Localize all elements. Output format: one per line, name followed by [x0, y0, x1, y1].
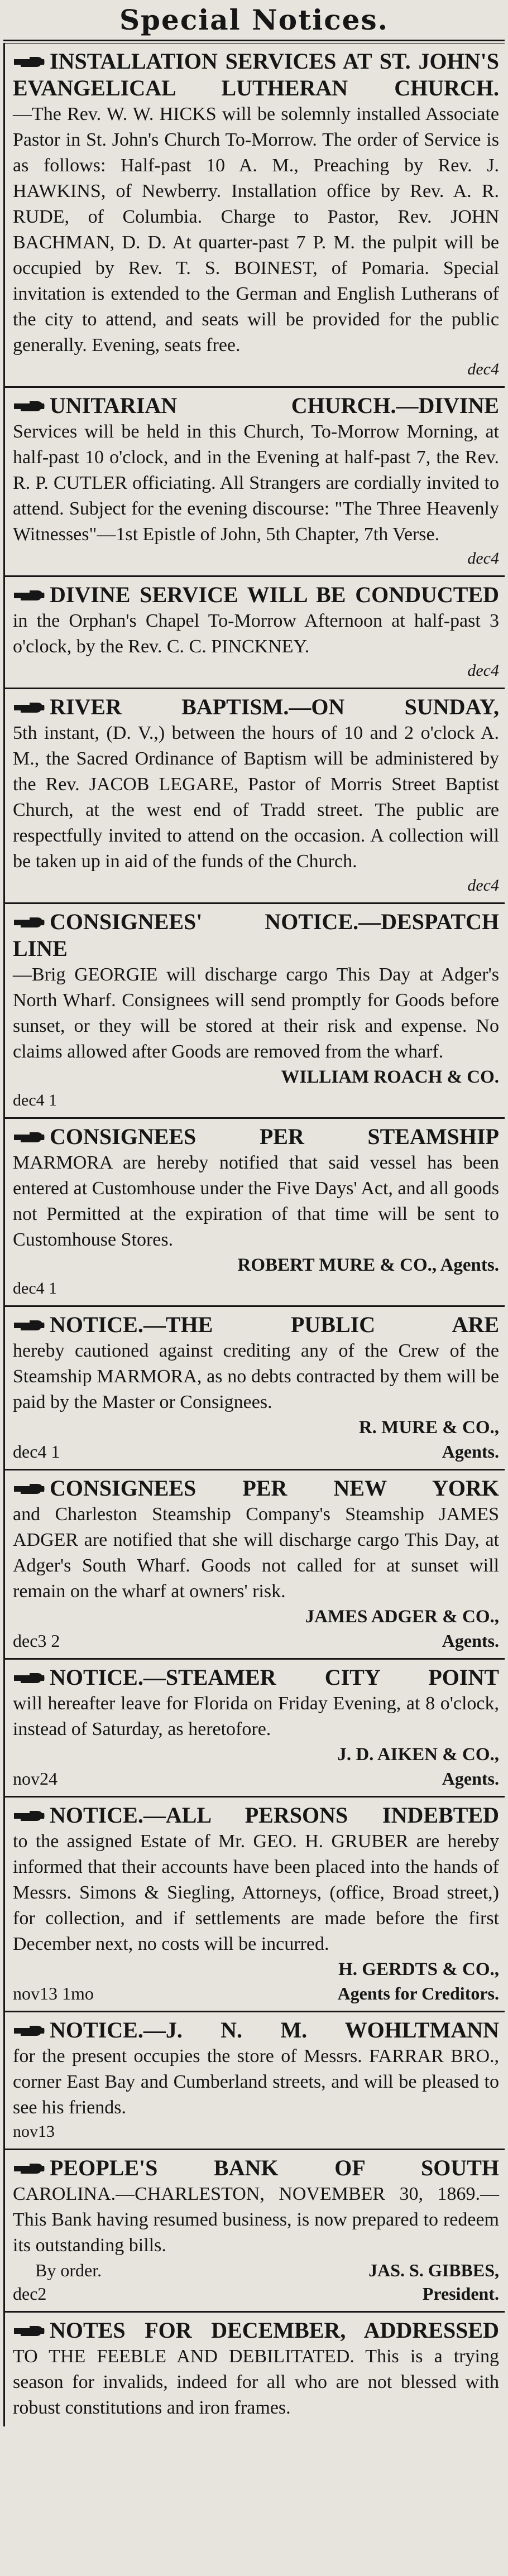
notice-notes-for-december	[3, 2313, 505, 2426]
notice-body: TO THE FEEBLE AND DEBILITATED. This is a trying season for invalids, indeed for all who are not blessed with robust constitutions and iron frames.	[13, 2346, 499, 2418]
notice-date: dec4	[467, 876, 499, 895]
notice-body: in the Orphan's Chapel To-Morrow Afternoon at half-past 3 o'clock, by the Rev. C. C. PINCKNEY.	[13, 611, 499, 657]
notice-wohltmann	[3, 2012, 505, 2150]
notice-heading: CONSIGNEES PER STEAMSHIP	[13, 1123, 499, 1150]
notice-signer-role: Agents.	[442, 1441, 499, 1462]
notice-heading: CONSIGNEES' NOTICE.—DESPATCH LINE	[13, 909, 499, 961]
notice-consignees-despatch-line	[3, 904, 505, 1119]
notice-signer-role: Agents.	[442, 1631, 499, 1651]
notice-heading: INSTALLATION SERVICES AT ST. JOHN'S EVANGELICAL LUTHERAN CHURCH.	[13, 49, 499, 100]
notice-date: dec4	[467, 661, 499, 680]
notice-signature: JAMES ADGER & CO.,	[305, 1607, 499, 1627]
notice-heading: PEOPLE'S BANK OF SOUTH	[13, 2155, 499, 2181]
pointing-hand-icon	[13, 588, 45, 603]
notice-heading: NOTES FOR DECEMBER, ADDRESSED	[13, 2317, 499, 2344]
pointing-hand-icon	[13, 1671, 45, 1685]
notice-body: Services will be held in this Church, To-Morrow Morning, at half-past 10 o'clock, and in the Evening at half-past 7, the Rev. R. P. CUTLER officiating. All Strangers are cordially invited to attend. Subject for the evening discourse: "The Three Heavenly Witnesses"—1st Epistle of John, 5th Chapter, 7th Verse.	[13, 421, 499, 545]
notice-body: MARMORA are hereby notified that said vessel has been entered at Customhouse under the Five Days' Act, and all goods not Permitted at the expiration of that time will be sent to Customhouse Stores.	[13, 1152, 499, 1250]
notice-river-baptism	[3, 689, 505, 904]
notice-signature: WILLIAM ROACH & CO.	[281, 1067, 499, 1087]
notice-date: dec4	[467, 360, 499, 378]
pointing-hand-icon	[13, 1318, 45, 1333]
notice-date: dec2	[13, 2284, 47, 2304]
pointing-hand-icon	[13, 700, 45, 715]
pointing-hand-icon	[13, 2324, 45, 2338]
notice-heading: NOTICE.—ALL PERSONS INDEBTED	[13, 1802, 499, 1829]
notice-body: —The Rev. W. W. HICKS will be solemnly installed Associate Pastor in St. John's Church To-Morrow. The order of Service is as follows: Half-past 10 A. M., Preaching by Rev. J. HAWKINS, of Newberry. Installation office by Rev. A. R. RUDE, of Columbia. Charge to Pastor, Rev. JOHN BACHMAN, D. D. At quarter-past 7 P. M. the pulpit will be occupied by Rev. T. S. BOINEST, of Pomaria. Special invitation is extended to the German and English Lutherans of the city to attend, and seats will be provided for the public generally. Evening, seats free.	[13, 104, 499, 355]
pointing-hand-icon	[13, 399, 45, 414]
notice-date: nov13	[13, 2122, 55, 2141]
notice-heading: NOTICE.—STEAMER CITY POINT	[13, 1664, 499, 1691]
notice-body: for the present occupies the store of Messrs. FARRAR BRO., corner East Bay and Cumberland streets, and will be pleased to see his friends.	[13, 2046, 499, 2118]
notice-signature: H. GERDTS & CO.,	[338, 1959, 499, 1979]
notice-date: dec3 2	[13, 1631, 60, 1651]
notice-footer-row	[13, 1629, 499, 1652]
notice-body: and Charleston Steamship Company's Steamship JAMES ADGER are notified that she will discharge cargo This Day, at Adger's South Wharf. Goods not called for at sunset will remain on the wharf at owners' risk.	[13, 1504, 499, 1602]
pointing-hand-icon	[13, 1130, 45, 1145]
notice-date: dec4 1	[13, 1091, 57, 1109]
masthead-rule	[3, 40, 505, 44]
notice-footer-row	[13, 1982, 499, 2005]
notice-steamer-city-point	[3, 1660, 505, 1798]
notice-heading: RIVER BAPTISM.—ON SUNDAY,	[13, 694, 499, 720]
notice-body: hereby cautioned against crediting any of the Crew of the Steamship MARMORA, as no debts contracted by them will be paid by the Master or Consignees.	[13, 1340, 499, 1412]
notice-all-persons-indebted	[3, 1798, 505, 2012]
section-masthead: Special Notices.	[119, 3, 389, 36]
notice-body: to the assigned Estate of Mr. GEO. H. GRUBER are hereby informed that their accounts have been placed into the hands of Messrs. Simons & Siegling, Attorneys, (office, Broad street,) for collection, and if settlements are made before the first December next, no costs will be incurred.	[13, 1831, 499, 1954]
notice-body: —Brig GEORGIE will discharge cargo This Day at Adger's North Wharf. Consignees will send promptly for Goods before sunset, or they will be stored at their risk and expense. No claims allowed after Goods are removed from the wharf.	[13, 964, 499, 1062]
notice-signature: J. D. AIKEN & CO.,	[337, 1744, 499, 1765]
notice-signature: R. MURE & CO.,	[358, 1417, 499, 1438]
notice-unitarian-church	[3, 388, 505, 577]
notice-body: will hereafter leave for Florida on Friday Evening, at 8 o'clock, instead of Saturday, as heretofore.	[13, 1693, 499, 1739]
notice-heading: NOTICE.—THE PUBLIC ARE	[13, 1311, 499, 1338]
notice-body: 5th instant, (D. V.,) between the hours of 10 and 2 o'clock A. M., the Sacred Ordinance of Baptism will be administered by the Rev. JACOB LEGARE, Pastor of Morris Street Baptist Church, at the west end of Tradd street. The public are respectfully invited to attend on the occasion. A collection will be taken up in aid of the funds of the Church.	[13, 723, 499, 872]
notice-consignees-new-york	[3, 1470, 505, 1660]
pointing-hand-icon	[13, 915, 45, 930]
notice-public-cautioned	[3, 1307, 505, 1470]
pointing-hand-icon	[13, 55, 45, 69]
notice-installation-services	[3, 44, 505, 388]
notice-consignees-steamship-marmora	[3, 1119, 505, 1307]
notice-heading: DIVINE SERVICE WILL BE CONDUCTED	[13, 581, 499, 608]
notice-date: dec4 1	[13, 1279, 57, 1297]
pointing-hand-icon	[13, 1482, 45, 1496]
notice-heading: CONSIGNEES PER NEW YORK	[13, 1475, 499, 1502]
notice-heading: NOTICE.—J. N. M. WOHLTMANN	[13, 2017, 499, 2044]
notice-peoples-bank	[3, 2150, 505, 2313]
notice-signer-role: President.	[422, 2284, 499, 2304]
notice-date: nov13 1mo	[13, 1983, 94, 2003]
notice-body: CAROLINA.—CHARLESTON, NOVEMBER 30, 1869.—This Bank having resumed business, is now prepared to redeem its outstanding bills.	[13, 2184, 499, 2256]
notice-signature: ROBERT MURE & CO., Agents.	[237, 1255, 499, 1275]
pointing-hand-icon	[13, 2161, 45, 2176]
notice-signature: JAS. S. GIBBES,	[368, 2260, 499, 2280]
notice-footer-row	[13, 1767, 499, 1790]
notice-footer-row	[13, 1440, 499, 1463]
notice-date: dec4 1	[13, 1441, 60, 1462]
pointing-hand-icon	[13, 2024, 45, 2038]
notice-footer-row	[13, 2282, 499, 2305]
notice-signer-role: Agents for Creditors.	[337, 1983, 499, 2003]
notice-date: dec4	[467, 549, 499, 568]
notice-signer-role: Agents.	[442, 1768, 499, 1789]
notice-byorder-row	[13, 2258, 499, 2282]
notice-heading: UNITARIAN CHURCH.—DIVINE	[13, 392, 499, 419]
notice-by-order: By order.	[35, 2260, 102, 2280]
pointing-hand-icon	[13, 1809, 45, 1823]
notice-date: nov24	[13, 1768, 57, 1789]
notice-divine-service	[3, 577, 505, 689]
